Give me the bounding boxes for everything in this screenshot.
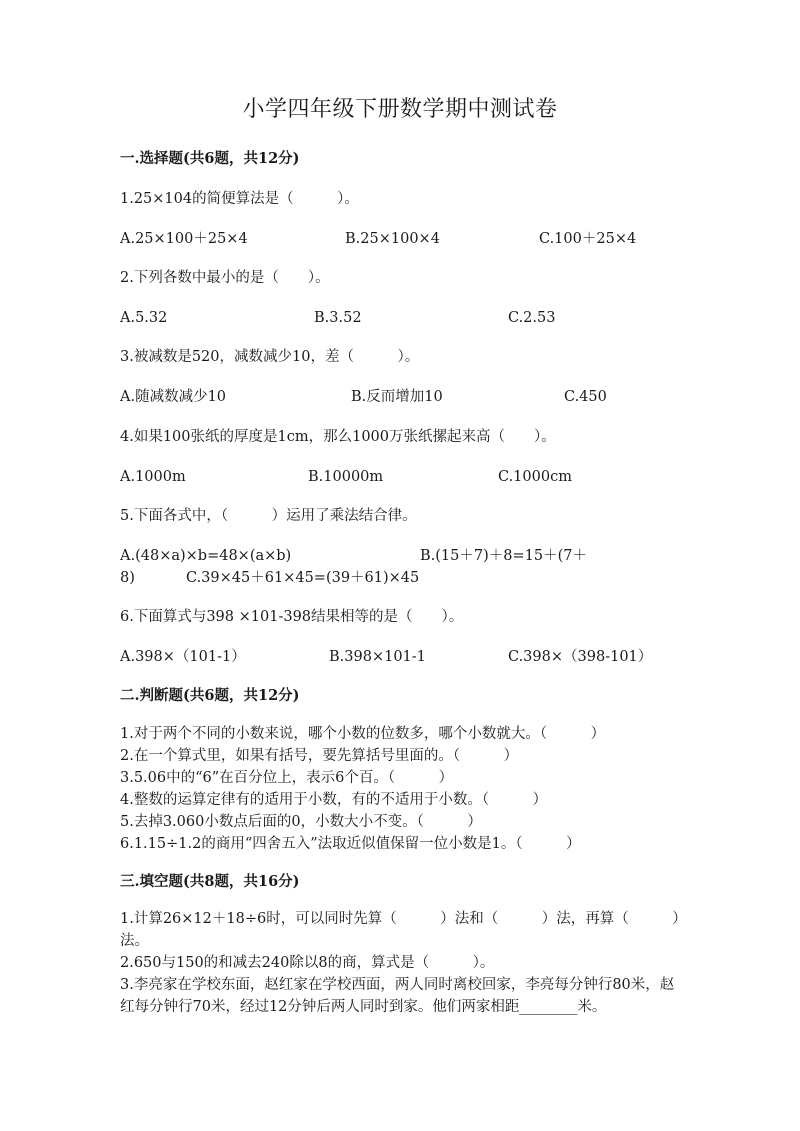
- question-6-option-a: A.398×（101-1）: [120, 649, 246, 665]
- judgment-item-6: 6.1.15÷1.2的商用“四舍五入”法取近似值保留一位小数是1。（ ）: [120, 836, 581, 852]
- question-6-option-b: B.398×101-1: [329, 649, 426, 665]
- judgment-item-5: 5.去掉3.060小数点后面的0，小数大小不变。（ ）: [120, 814, 482, 830]
- question-3-option-b: B.反而增加10: [351, 389, 443, 405]
- question-1-option-a: A.25×100＋25×4: [120, 231, 248, 247]
- question-3-option-c: C.450: [564, 389, 607, 405]
- question-5-option-a: A.(48×a)×b=48×(a×b): [120, 548, 292, 564]
- question-1-option-c: C.100＋25×4: [539, 231, 637, 247]
- judgment-item-1: 1.对于两个不同的小数来说，哪个小数的位数多，哪个小数就大。（ ）: [120, 726, 606, 742]
- fill-blank-item-2: 2.650与150的和减去240除以8的商，算式是（ ）。: [120, 955, 495, 971]
- question-2-option-a: A.5.32: [120, 310, 168, 326]
- page-title: 小学四年级下册数学期中测试卷: [242, 97, 558, 122]
- section-heading-judgment: 二.判断题(共6题，共12分): [120, 687, 300, 704]
- question-6-option-c: C.398×（398-101）: [508, 649, 653, 665]
- question-3-option-a: A.随减数减少10: [120, 389, 227, 405]
- question-4: 4.如果100张纸的厚度是1cm，那么1000万张纸摞起来高（ ）。: [120, 429, 556, 445]
- judgment-item-3: 3.5.06中的“6”在百分位上，表示6个百。（ ）: [120, 770, 454, 786]
- question-5-option-c: C.39×45＋61×45=(39＋61)×45: [186, 570, 420, 586]
- judgment-item-4: 4.整数的运算定律有的适用于小数，有的不适用于小数。（ ）: [120, 792, 548, 808]
- judgment-item-2: 2.在一个算式里，如果有括号，要先算括号里面的。（ ）: [120, 748, 519, 764]
- question-6: 6.下面算式与398 ×101-398结果相等的是（ ）。: [120, 609, 464, 625]
- question-4-option-c: C.1000cm: [498, 469, 572, 485]
- question-4-option-a: A.1000m: [120, 469, 186, 485]
- question-5-option-b-continued: 8): [120, 570, 135, 586]
- question-1-option-b: B.25×100×4: [345, 231, 440, 247]
- question-4-option-b: B.10000m: [308, 469, 384, 485]
- question-5-option-b: B.(15＋7)＋8=15＋(7＋: [420, 548, 587, 564]
- fill-blank-item-1: 1.计算26×12＋18÷6时，可以同时先算（ ）法和（ ）法，再算（ ）法。: [120, 911, 680, 949]
- question-2: 2.下列各数中最小的是（ ）。: [120, 270, 330, 286]
- fill-blank-item-3: 3.李亮家在学校东面，赵红家在学校西面，两人同时离校回家，李亮每分钟行80米，赵红每分钟行70米，经过12分钟后两人同时到家。他们两家相距________米。: [120, 977, 675, 1015]
- question-3: 3.被减数是520，减数减少10，差（ ）。: [120, 349, 420, 365]
- question-5: 5.下面各式中，（ ）运用了乘法结合律。: [120, 508, 417, 524]
- question-2-option-b: B.3.52: [314, 310, 362, 326]
- question-1: 1.25×104的简便算法是（ ）。: [120, 191, 359, 207]
- section-heading-choice: 一.选择题(共6题，共12分): [120, 150, 300, 167]
- question-2-option-c: C.2.53: [508, 310, 556, 326]
- section-heading-fill-blank: 三.填空题(共8题，共16分): [120, 873, 300, 890]
